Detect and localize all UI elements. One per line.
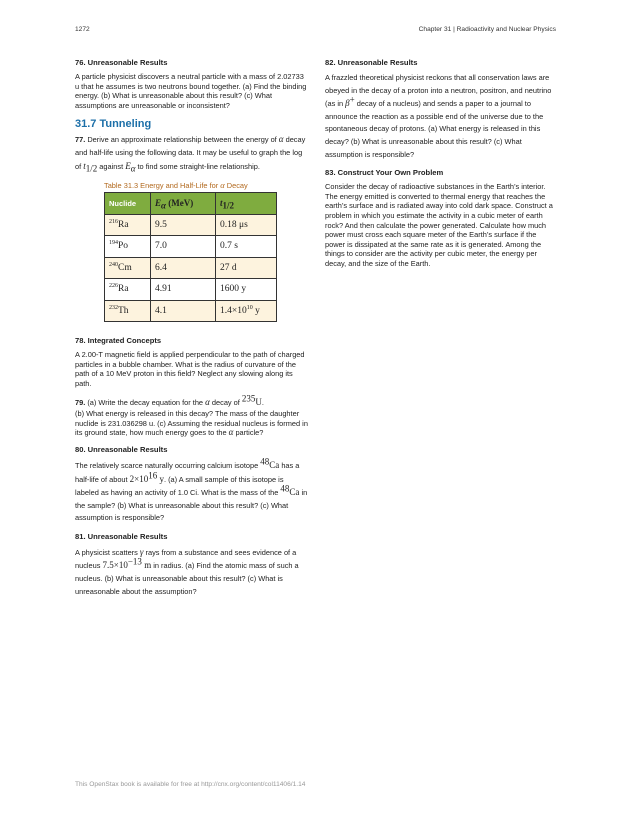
page-header — [75, 26, 556, 38]
alpha-symbol: α — [205, 396, 210, 407]
energy-cell: 4.91 — [151, 279, 216, 301]
nuclide-cell — [105, 214, 151, 236]
table-row — [105, 236, 277, 258]
p81-text-1: A physicist scatters — [75, 547, 140, 557]
p77-text-3: against — [97, 161, 126, 171]
table-row — [105, 279, 277, 301]
p81-text-2: rays from a substance and sees evidence of a nucleus — [75, 547, 297, 571]
table-row — [105, 214, 277, 236]
p79-text-4: (b) What energy is released in this decay? The mass of the daughter nuclide is 231.036298 u. (c) Assuming the residual nucleus is formed in its ground state, how much energy goes to the — [75, 409, 308, 438]
decay-table — [104, 192, 277, 322]
table-caption — [104, 180, 308, 190]
problem-80 — [75, 445, 308, 525]
mass-number: 48 — [280, 483, 290, 494]
problem-76 — [75, 58, 308, 110]
p79-text-1: (a) Write the decay equation for the — [85, 397, 206, 407]
problem-80-text — [75, 456, 308, 525]
halflife-exponent: 16 — [148, 470, 158, 481]
section-title: 31.7 Tunneling — [75, 118, 152, 131]
halflife-base: 1.4×10 — [220, 305, 247, 316]
halflife-unit: y — [157, 473, 164, 484]
header-halflife-sub: 1/2 — [222, 200, 235, 211]
halflife-unit: y — [252, 305, 260, 316]
problem-81-text — [75, 546, 308, 598]
table-header-row — [105, 193, 277, 215]
element-symbol: Po — [118, 241, 129, 252]
beta-superscript: + — [349, 94, 355, 105]
p80-text-4: in the sample? (b) What is unreasonable about this result? (c) What assumption is responsible? — [75, 488, 308, 523]
problem-82-title: 82. Unreasonable Results — [325, 58, 418, 67]
problem-76-title: 76. Unreasonable Results — [75, 58, 168, 67]
problem-78-text: A 2.00-T magnetic field is applied perpendicular to the path of charged particles in a bubble chamber. What is the radius of curvature of the path of a 10 MeV proton in this field? Neglect any slowing along its path. — [75, 350, 305, 388]
halflife-cell: 0.7 s — [216, 236, 277, 258]
caption-alpha: α — [220, 180, 225, 191]
energy-cell: 4.1 — [151, 300, 216, 322]
radius-base: 7.5×10 — [102, 560, 128, 571]
mass-number: 232 — [109, 304, 118, 311]
nuclide-cell — [105, 236, 151, 258]
beta-symbol: β — [345, 98, 350, 109]
nuclide-cell — [105, 257, 151, 279]
problem-79-line-2 — [75, 409, 308, 438]
header-energy — [151, 193, 216, 215]
mass-number: 240 — [109, 261, 118, 268]
mass-number: 48 — [260, 456, 270, 467]
halflife-cell: 1600 y — [216, 279, 277, 301]
radius-unit: m — [141, 560, 152, 571]
footer: This OpenStax book is available for free at http://cnx.org/content/col11406/1.14 — [75, 781, 306, 788]
problem-77 — [75, 133, 308, 173]
p82-text-2: decay of a nucleus) and sends a paper to a journal to announce the reaction as a possible end of the universe due to the spontaneous decay of protons. (a) What energy is released in this decay? (b) What is unreasonable about this result? (c) What assumption is responsible? — [325, 99, 544, 159]
mass-number: 216 — [109, 218, 118, 225]
nuclide-cell — [105, 279, 151, 301]
header-halflife-symbol: t — [220, 198, 223, 209]
t-symbol: t — [83, 160, 86, 171]
element-symbol: Ra — [118, 219, 129, 230]
p77-text-2: decay and half-life using the following data. It may be useful to graph the log of — [75, 135, 306, 171]
nuclide-cell — [105, 300, 151, 322]
problem-79-line-1 — [75, 393, 308, 410]
header-energy-unit: (MeV) — [166, 198, 194, 209]
p80-text-2: has a half-life of about — [75, 460, 300, 484]
problem-78-title: 78. Integrated Concepts — [75, 336, 162, 346]
p77-text-4: to find some straight-line relationship. — [135, 161, 260, 171]
alpha-symbol: α — [228, 427, 234, 438]
caption-suffix: Decay — [224, 181, 248, 191]
alpha-symbol: α — [278, 134, 284, 145]
energy-cell: 6.4 — [151, 257, 216, 279]
problem-83-title: 83. Construct Your Own Problem — [325, 168, 444, 178]
halflife-cell: 27 d — [216, 257, 277, 279]
problem-81-title: 81. Unreasonable Results — [75, 531, 168, 541]
p80-text-1: The relatively scarce naturally occurring calcium isotope — [75, 460, 261, 470]
p79-text-5: particle? — [233, 428, 264, 438]
element-symbol: Th — [118, 305, 129, 316]
energy-cell: 9.5 — [151, 214, 216, 236]
table-row — [105, 300, 277, 322]
p79-text-3: . — [261, 397, 264, 407]
header-energy-sub: α — [161, 200, 166, 211]
gamma-symbol: γ — [139, 546, 144, 557]
problem-77-text — [75, 133, 308, 173]
caption-prefix: Table 31.3 Energy and Half-Life for — [104, 181, 221, 191]
alpha-subscript: α — [130, 163, 136, 174]
problem-79 — [75, 393, 308, 438]
chapter-title: Chapter 31 | Radioactivity and Nuclear Physics — [418, 26, 556, 33]
right-column — [325, 58, 555, 276]
mass-number: 194 — [109, 240, 118, 247]
header-nuclide: Nuclide — [105, 193, 151, 215]
mass-number: 226 — [109, 283, 118, 290]
problem-82 — [325, 58, 555, 161]
mass-number: 235 — [241, 393, 256, 404]
E-symbol: E — [125, 160, 131, 171]
element-symbol: U — [255, 396, 262, 407]
p77-text-1: Derive an approximate relationship between the energy of — [85, 135, 279, 145]
p82-text-1: A frazzled theoretical physicist reckons that all conservation laws are obeyed in the decay of a proton into a neutron, positron, and neutrino (as in — [325, 73, 552, 109]
problem-76-text: A particle physicist discovers a neutral particle with a mass of 2.02733 u that he assumes is two neutrons bound together. (a) Find the binding energy. (b) What is unreasonable about this result? (c) What assumptions are unreasonable or inconsistent? — [75, 72, 307, 110]
problem-79-number: 79. — [75, 397, 86, 407]
problem-77-number: 77. — [75, 135, 86, 145]
radius-exponent: −13 — [127, 557, 142, 567]
energy-cell: 7.0 — [151, 236, 216, 258]
problem-83-text: Consider the decay of radioactive substances in the Earth’s interior. The energy emitted is converted to thermal energy that reaches the earth’s surface and is radiated away into cold dark space. Construct a problem in which you estimate the activity in a cubic meter of earth rock? And then calculate the power generated. Calculate how much power must cross each square meter of the Earth’s surface if the power is dissipated at the same rate as it is generated. Among the things to consider are the activity per cubic meter, the energy per decay, and the size of the Earth. — [325, 182, 553, 268]
element-symbol: Ca — [289, 487, 300, 498]
halflife-exponent: 10 — [246, 304, 253, 311]
element-symbol: Ra — [118, 284, 129, 295]
p81-text-3: in radius. (a) Find the atomic mass of such a nucleus. (b) What is unreasonable about this result? (c) What is unreasonable about the assumption? — [75, 561, 299, 596]
problem-83 — [325, 168, 555, 268]
halflife-cell — [216, 300, 277, 322]
p80-text-3: . (a) A small sample of this isotope is labeled as having an activity of 1.0 Ci. What is the mass of the — [75, 474, 284, 498]
header-energy-symbol: E — [155, 198, 162, 209]
halflife-cell: 0.18 μs — [216, 214, 277, 236]
page-number: 1272 — [75, 26, 90, 33]
table-row — [105, 257, 277, 279]
element-symbol: Cm — [118, 262, 132, 273]
problem-80-title: 80. Unreasonable Results — [75, 444, 168, 454]
header-halflife — [216, 193, 277, 215]
problem-78 — [75, 336, 308, 388]
left-column — [75, 58, 308, 605]
element-symbol: Ca — [269, 459, 280, 470]
half-subscript: 1/2 — [85, 163, 98, 174]
problem-81 — [75, 532, 308, 598]
halflife-base: 2×10 — [129, 473, 149, 484]
p79-text-2: decay of — [209, 397, 242, 407]
problem-82-text — [325, 72, 555, 161]
